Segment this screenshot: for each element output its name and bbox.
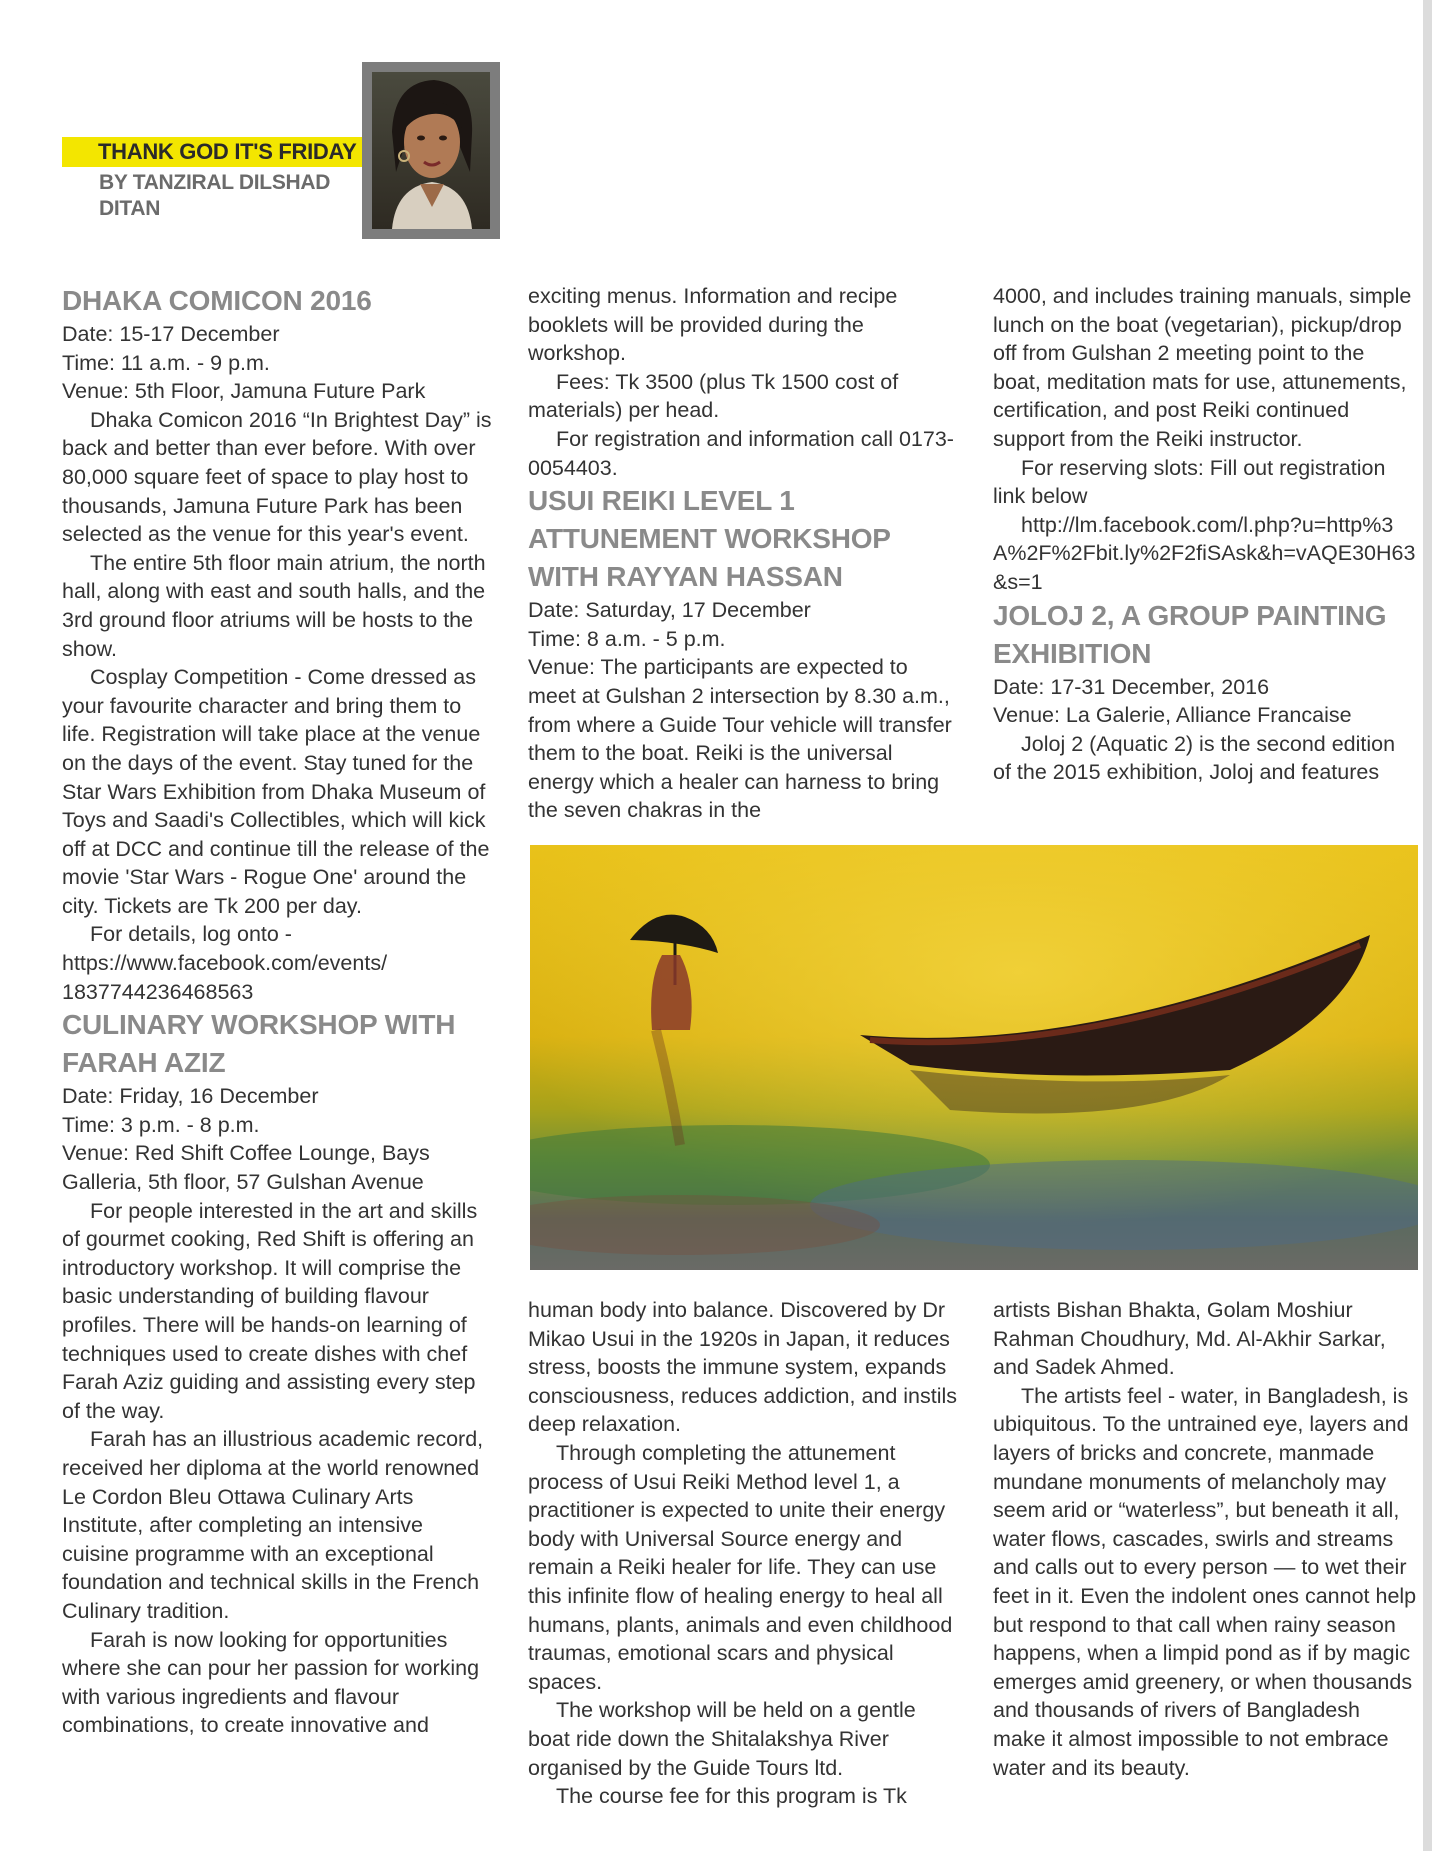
author-byline: BY TANZIRAL DILSHAD DITAN bbox=[99, 171, 331, 220]
paragraph: Through completing the attunement process of Usui Reiki Method level 1, a practitioner is expected to unite their energy body with Universal Source energy and remain a Reiki healer for life. They can use this infinite flow of healing energy to heal all humans, plants, animals and even childhood traumas, emotional scars and physical spaces. bbox=[528, 1440, 953, 1694]
paragraph: artists Bishan Bhakta, Golam Moshiur Rahman Choudhury, Md. Al-Akhir Sarkar, and Sadek Ahmed. bbox=[993, 1298, 1386, 1380]
column-3 bbox=[993, 282, 1418, 787]
event-date: Date: 15-17 December bbox=[62, 322, 280, 346]
event-title-joloj: JOLOJ 2, A GROUP PAINTING EXHIBITION bbox=[993, 599, 1387, 669]
column-2 bbox=[528, 282, 958, 825]
paragraph: exciting menus. Information and recipe booklets will be provided during the workshop. bbox=[528, 284, 898, 366]
event-time: Time: 8 a.m. - 5 p.m. bbox=[528, 626, 726, 651]
paragraph: The artists feel - water, in Bangladesh, is ubiquitous. To the untrained eye, layers and layers of bricks and concrete, manmade mundane monuments of melancholy may seem arid or “waterless”, but beneath it all, water flows, cascades, swirls and streams and calls out to every person — to wet their feet in it. Even the indolent ones cannot help but respond to that call when rainy season happens, when a limpid pond as if by magic emerges amid greenery, or when thousands and thousands of rivers of Bangladesh make it almost impossible to not embrace water and its beauty. bbox=[993, 1383, 1417, 1780]
event-link[interactable]: https://www.facebook.com/events/ 1837744236468563 bbox=[62, 951, 388, 1004]
paragraph: human body into balance. Discovered by Dr Mikao Usui in the 1920s in Japan, it reduces stress, boosts the immune system, expands consciousness, reduces addiction, and instils deep relaxation. bbox=[528, 1298, 958, 1437]
paragraph: Farah has an illustrious academic record, received her diploma at the world renowned Le Cordon Bleu Ottawa Culinary Arts Institute, after completing an intensive cuisine programme with an exceptional foundation and technical skills in the French Culinary tradition. bbox=[62, 1427, 484, 1623]
paragraph: Farah is now looking for opportunities where she can pour her passion for working with various ingredients and flavour combinations, to create innovative and bbox=[62, 1627, 480, 1738]
author-portrait bbox=[362, 62, 500, 239]
reserve-line: For reserving slots: Fill out registration link below bbox=[993, 455, 1386, 509]
paragraph: Joloj 2 (Aquatic 2) is the second edition of the 2015 exhibition, Joloj and features bbox=[993, 731, 1396, 785]
details-line: For details, log onto - bbox=[90, 922, 292, 947]
page-edge-rule bbox=[1423, 0, 1432, 1851]
event-date: Date: Friday, 16 December bbox=[62, 1084, 319, 1109]
paragraph: The workshop will be held on a gentle boat ride down the Shitalakshya River organised by the Guide Tours ltd. bbox=[528, 1698, 916, 1780]
boat-painting-image bbox=[530, 845, 1418, 1270]
event-title-reiki: USUI REIKI LEVEL 1 ATTUNEMENT WORKSHOP WITH RAYYAN HASSAN bbox=[528, 485, 891, 593]
fees-line: Fees: Tk 3500 (plus Tk 1500 cost of materials) per head. bbox=[528, 369, 899, 423]
column-1 bbox=[62, 282, 492, 1740]
column-3-continued bbox=[993, 1296, 1418, 1782]
paragraph: Cosplay Competition - Come dressed as your favourite character and bring them to life. Registration will take place at the venue on the days of the event. Stay tuned for the Star Wars Exhibition from Dhaka Museum of Toys and Saadi's Collectibles, which will kick off at DCC and continue till the release of the movie 'Star Wars - Rogue One' around the city. Tickets are Tk 200 per day. bbox=[62, 665, 490, 918]
paragraph: 4000, and includes training manuals, simple lunch on the boat (vegetarian), pickup/drop off from Gulshan 2 meeting point to the boat, meditation mats for use, attunements, certification, and post Reiki continued support from the Reiki instructor. bbox=[993, 284, 1412, 451]
paragraph: For people interested in the art and skills of gourmet cooking, Red Shift is offering an introductory workshop. It will comprise the basic understanding of building flavour profiles. There will be hands-on learning of techniques used to create dishes with chef Farah Aziz guiding and assisting every step of the way. bbox=[62, 1198, 478, 1423]
registration-link[interactable]: http://lm.facebook.com/l.php?u=http%3A%2F%2Fbit.ly%2F2fiSAsk&h=vAQE30H63&s=1 bbox=[993, 512, 1416, 594]
event-time: Time: 11 a.m. - 9 p.m. bbox=[62, 350, 270, 375]
registration-line: For registration and information call 0173-0054403. bbox=[528, 426, 954, 480]
event-venue: Venue: 5th Floor, Jamuna Future Park bbox=[62, 379, 426, 404]
column-2-continued bbox=[528, 1296, 958, 1811]
paragraph: The course fee for this program is Tk bbox=[556, 1784, 907, 1809]
paragraph: Dhaka Comicon 2016 “In Brightest Day” is back and better than ever before. With over 80,000 square feet of space to play host to thousands, Jamuna Future Park has been selected as the venue for this year's event. bbox=[62, 407, 492, 547]
column-kicker: THANK GOD IT'S FRIDAY bbox=[62, 137, 362, 167]
event-title-culinary: CULINARY WORKSHOP WITH FARAH AZIZ bbox=[62, 1009, 456, 1079]
event-time: Time: 3 p.m. - 8 p.m. bbox=[62, 1112, 260, 1137]
event-venue: Venue: The participants are expected to meet at Gulshan 2 intersection by 8.30 a.m., from where a Guide Tour vehicle will transfer them to the boat. Reiki is the universal energy which a healer can harness to bring the seven chakras in the bbox=[528, 655, 952, 823]
event-venue: Venue: Red Shift Coffee Lounge, Bays Galleria, 5th floor, 57 Gulshan Avenue bbox=[62, 1141, 430, 1195]
paragraph: The entire 5th floor main atrium, the north hall, along with east and south halls, and the 3rd ground floor atriums will be hosts to the show. bbox=[62, 550, 486, 661]
event-date: Date: 17-31 December, 2016 bbox=[993, 674, 1270, 699]
event-title-comicon: DHAKA COMICON 2016 bbox=[62, 285, 372, 316]
event-date: Date: Saturday, 17 December bbox=[528, 598, 811, 623]
event-venue: Venue: La Galerie, Alliance Francaise bbox=[993, 703, 1352, 728]
